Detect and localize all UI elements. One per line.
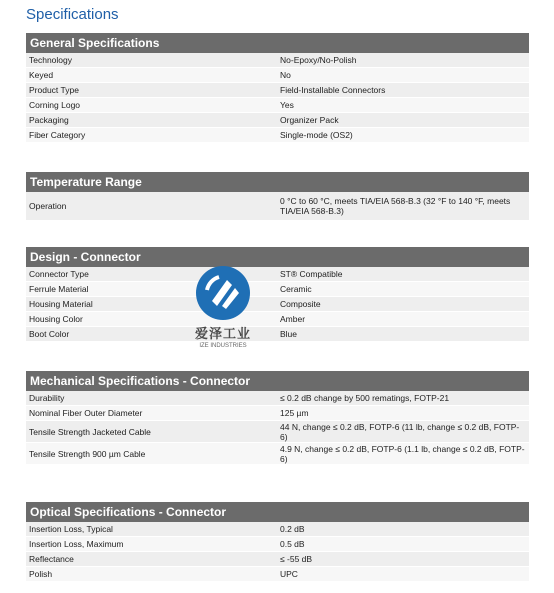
spec-row (26, 406, 529, 421)
spec-row (26, 537, 529, 552)
spec-value: No (280, 70, 291, 80)
spec-label: Housing Color (29, 314, 83, 324)
spec-row (26, 522, 529, 537)
spec-value: 0.5 dB (280, 539, 305, 549)
spec-value: UPC (280, 569, 298, 579)
spec-row (26, 567, 529, 582)
spec-value: 44 N, change ≤ 0.2 dB, FOTP-6 (11 lb, change ≤ 0.2 dB, FOTP-6) (280, 421, 520, 442)
spec-label: Durability (29, 393, 65, 403)
spec-value: ≤ 0.2 dB change by 500 rematings, FOTP-21 (280, 393, 450, 403)
spec-row (26, 53, 529, 68)
spec-value: 0 °C to 60 °C, meets TIA/EIA 568-B.3 (32 °F to 140 °F, meets TIA/EIA 568-B.3) (280, 196, 511, 216)
spec-label: Boot Color (29, 329, 70, 339)
spec-row (26, 443, 529, 465)
spec-row (26, 312, 529, 327)
spec-row (26, 282, 529, 297)
spec-label: Reflectance (29, 554, 74, 564)
watermark-name-cn: 爱泽工业 (194, 327, 251, 342)
section-header: Optical Specifications - Connector (26, 502, 529, 522)
general-specifications-section (26, 33, 529, 143)
spec-value: No-Epoxy/No-Polish (280, 55, 357, 65)
spec-value: Composite (280, 299, 321, 309)
page-title: Specifications (26, 6, 119, 23)
spec-label: Operation (29, 201, 67, 211)
spec-label: Ferrule Material (29, 284, 89, 294)
spec-value: Organizer Pack (280, 115, 339, 125)
spec-row (26, 83, 529, 98)
spec-value: Yes (280, 100, 294, 110)
spec-value: 125 µm (280, 408, 309, 418)
spec-row (26, 68, 529, 83)
spec-row (26, 327, 529, 342)
mechanical-specifications-section (26, 371, 529, 465)
spec-label: Insertion Loss, Maximum (29, 539, 124, 549)
spec-label: Tensile Strength Jacketed Cable (29, 426, 151, 437)
spec-value: Amber (280, 314, 306, 324)
spec-value: Field-Installable Connectors (280, 85, 386, 95)
spec-value: 4.9 N, change ≤ 0.2 dB, FOTP-6 (1.1 lb, change ≤ 0.2 dB, FOTP-6) (280, 443, 525, 464)
temperature-range-section (26, 172, 529, 221)
spec-row (26, 421, 529, 443)
design-connector-section (26, 247, 529, 342)
optical-specifications-section (26, 502, 529, 582)
spec-row (26, 297, 529, 312)
spec-row (26, 267, 529, 282)
spec-value: ≤ -55 dB (280, 554, 313, 564)
section-header: Design - Connector (26, 247, 529, 267)
spec-value: Single-mode (OS2) (280, 130, 353, 140)
spec-value: ST® Compatible (280, 269, 343, 279)
spec-value: Ceramic (280, 284, 312, 294)
spec-row (26, 113, 529, 128)
spec-label: Nominal Fiber Outer Diameter (29, 408, 143, 418)
spec-row (26, 128, 529, 143)
spec-label: Product Type (29, 85, 79, 95)
spec-label: Insertion Loss, Typical (29, 524, 113, 534)
watermark-name-en: IZE INDUSTRIES (199, 343, 247, 349)
section-header: Temperature Range (26, 172, 529, 192)
spec-label: Packaging (29, 115, 69, 125)
spec-label: Connector Type (29, 269, 89, 279)
spec-label: Fiber Category (29, 130, 86, 140)
section-header: Mechanical Specifications - Connector (26, 371, 529, 391)
spec-label: Polish (29, 569, 53, 579)
spec-row (26, 391, 529, 406)
spec-label: Housing Material (29, 299, 93, 309)
spec-label: Keyed (29, 70, 54, 80)
spec-row (26, 98, 529, 113)
spec-label: Technology (29, 55, 73, 65)
section-header: General Specifications (26, 33, 529, 53)
spec-value: 0.2 dB (280, 524, 305, 534)
spec-label: Tensile Strength 900 µm Cable (29, 448, 146, 459)
spec-label: Corning Logo (29, 100, 81, 110)
spec-row (26, 192, 529, 221)
spec-row (26, 552, 529, 567)
spec-value: Blue (280, 329, 298, 339)
